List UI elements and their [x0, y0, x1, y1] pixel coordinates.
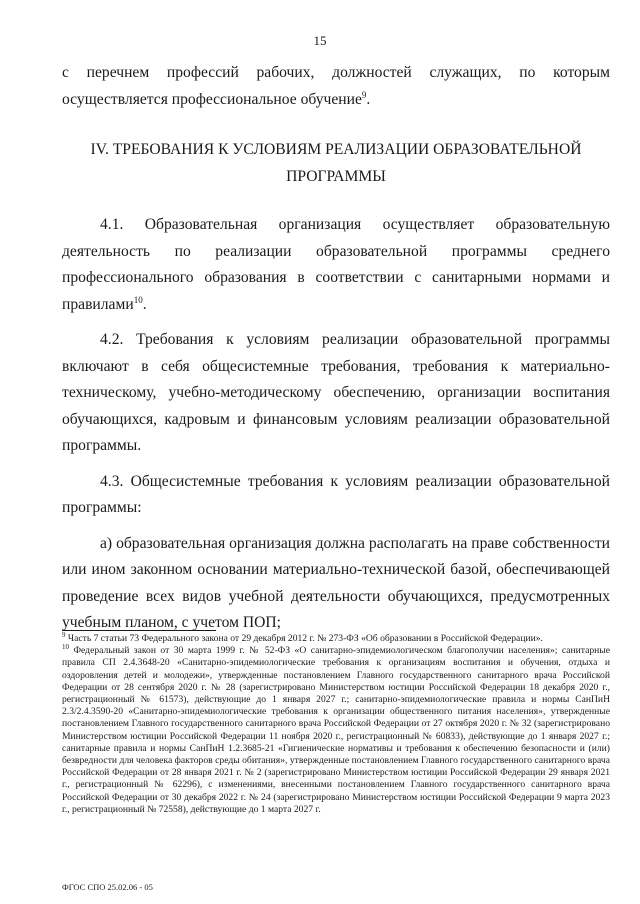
intro-text — [62, 60, 610, 113]
paragraph-4-2: 4.2. Требования к условиям реализации образовательной программы включают в себя общесистемные требования, требования к материально-техническому, учебно-методическому обеспечению, организации воспитания обучающихся, кадровым и финансовым условиям реализации образовательной программы. — [62, 331, 610, 454]
paragraph-4-3: 4.3. Общесистемные требования к условиям реализации образовательной программы: — [62, 472, 610, 516]
document-code: ФГОС СПО 25.02.06 - 05 — [62, 882, 153, 892]
footnote-separator — [62, 630, 216, 631]
intro-text-body: с перечнем профессий рабочих, должностей служащих, по которым осуществляется профессиональное обучение — [62, 64, 610, 108]
paragraph-4-1 — [62, 212, 610, 318]
footnote-9 — [62, 630, 610, 645]
paragraph-4-3-a: а) образовательная организация должна располагать на праве собственности или ином законном основании материально-технической базой, обеспечивающей проведение всех видов учебной деятельности обучающихся, предусмотренных учебным планом, с учетом ПОП; — [62, 534, 610, 631]
footnote-10-mark: 10 — [62, 643, 69, 652]
section-heading-line1: IV. ТРЕБОВАНИЯ К УСЛОВИЯМ РЕАЛИЗАЦИИ ОБРАЗОВАТЕЛЬНОЙ — [90, 141, 582, 158]
intro-paragraph — [62, 60, 610, 113]
footnote-10 — [62, 645, 610, 816]
paragraph-4-1-text: 4.1. Образовательная организация осуществляет образовательную деятельность по реализации образовательной программы среднего профессионального образования в соответствии с санитарными нормами и правилами — [62, 216, 610, 313]
footnote-9-text: Часть 7 статьи 73 Федерального закона от 29 декабря 2012 г. № 273-ФЗ «Об образовании в Российской Федерации». — [65, 633, 543, 644]
paragraph-4-1-end: . — [142, 295, 147, 313]
footnote-ref-9[interactable]: 9 — [361, 89, 367, 100]
footnote-ref-10[interactable]: 10 — [133, 294, 143, 305]
intro-text-end: . — [366, 90, 371, 108]
footnotes — [62, 630, 610, 816]
page-number: 15 — [313, 33, 327, 48]
section-heading — [62, 137, 610, 190]
footnote-9-mark: 9 — [62, 630, 66, 639]
section-body — [62, 212, 610, 646]
section-heading-line2: ПРОГРАММЫ — [286, 167, 386, 185]
footnote-10-text: Федеральный закон от 30 марта 1999 г. № 52-ФЗ «О санитарно-эпидемиологическом благополучии населения»; санитарные правила СП 2.4.3648-20 «Санитарно-эпидемиологические требования к организациям воспитания и обучения, отдыха и оздоровления детей и молодежи», утвержденные постановлением Главного государственного санитарного врача Российской Федерации от 28 сентября 2020 г. № 28 (зарегистрировано Министерством юстиции Российской Федерации 18 декабря 2020 г., регистрационный № 61573), действующие до 1 января 2027 г.; санитарно-эпидемиологические правила и нормы СанПиН 2.3/2.4.3590-20 «Санитарно-эпидемиологические требования к организации общественного питания населения», утвержденные постановлением Главного государственного санитарного врача Российской Федерации от 27 октября 2020 г. № 32 (зарегистрировано Министерством юстиции Российской Федерации 11 ноября 2020 г., регистрационный № 60833), действующие до 1 января 2027 г.; санитарные правила и нормы СанПиН 1.2.3685-21 «Гигиенические нормативы и требования к обеспечению безопасности и (или) безвредности для человека факторов среды обитания», утвержденные постановлением Главного государственного санитарного врача Российской Федерации от 28 января 2021 г. № 2 (зарегистрировано Министерством юстиции Российской Федерации 29 января 2021 г., регистрационный № 62296), с изменениями, внесенными постановлением Главного государственного санитарного врача Российской Федерации от 30 декабря 2022 г. № 24 (зарегистрировано Министерством юстиции Российской Федерации 9 марта 2023 г., регистрационный № 72558), действующие до 1 марта 2027 г. — [62, 645, 610, 815]
